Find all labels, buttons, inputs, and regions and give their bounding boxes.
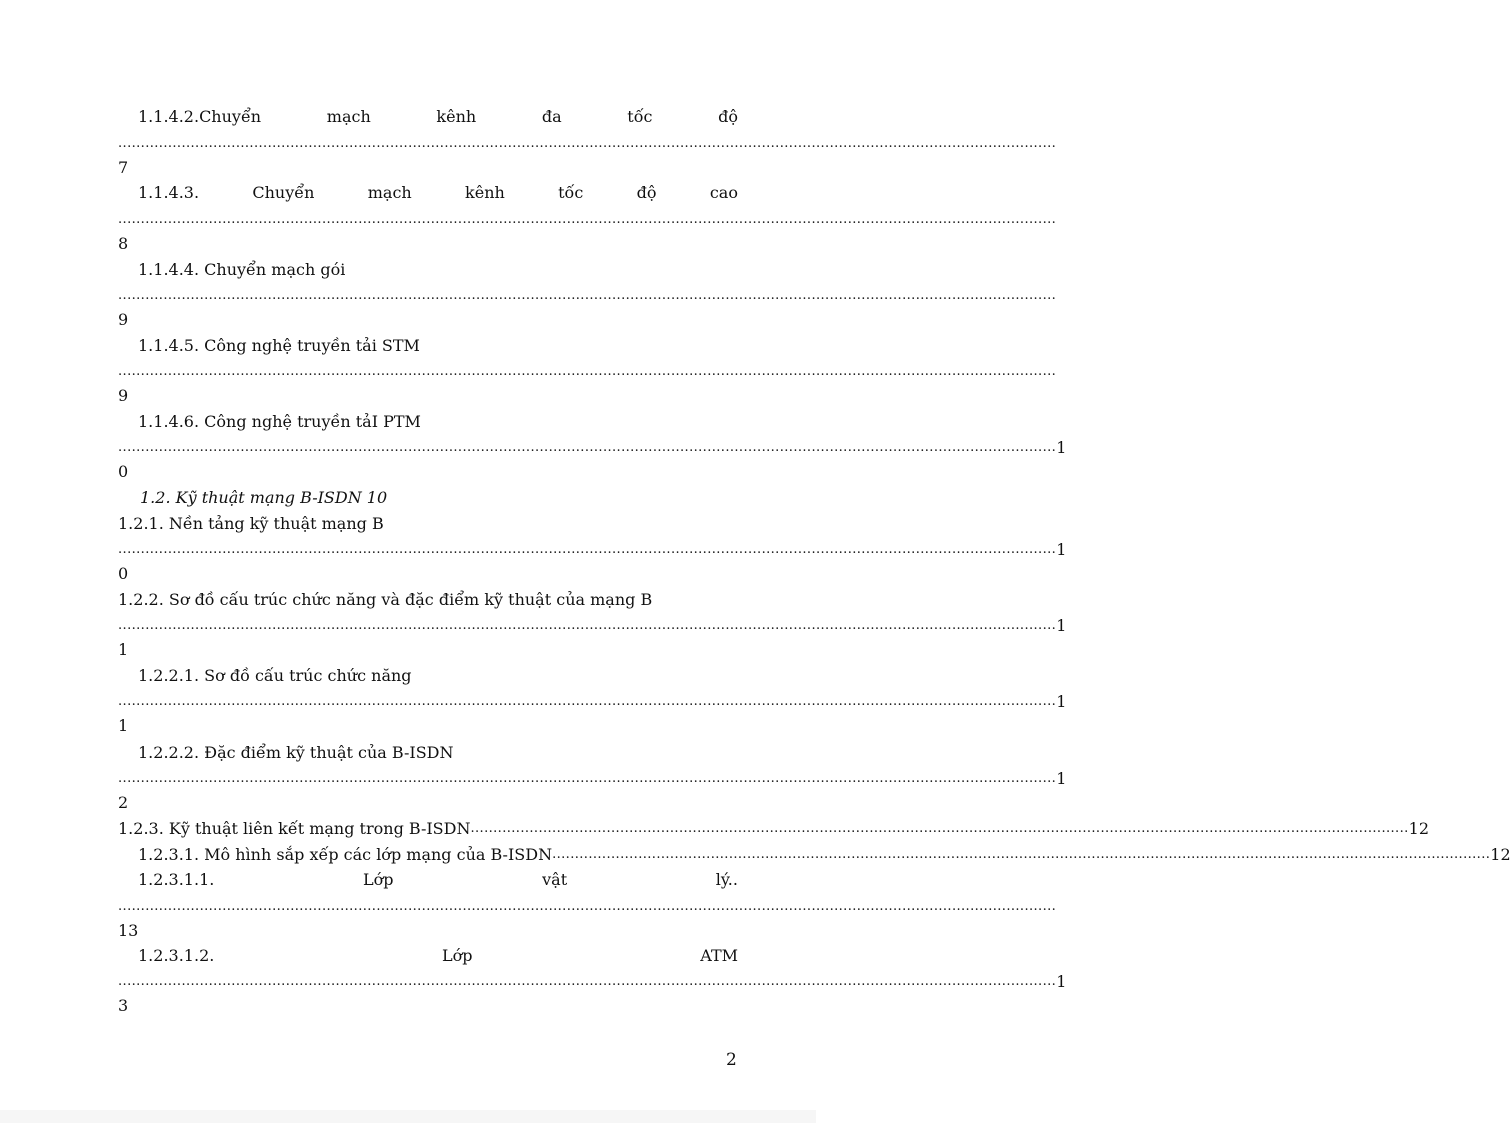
toc-entry-5-title: 1.1.4.6. Công nghệ truyền tảI PTM [138,412,421,431]
dot-leader [118,769,1067,788]
dot-leader: ............................................................................................................................................................................................................... [118,136,1057,151]
dot-fill: ............................................................................................................................................................................................................... [118,694,1057,709]
toc-word: tốc [558,183,584,202]
toc-word: vật [542,870,568,889]
toc-word: kênh [436,107,477,126]
toc-entry-7-title: 1.2.1. Nền tảng kỹ thuật mạng B [118,514,384,533]
dot-fill: ............................................................................................................................................................................................................... [118,440,1057,455]
page-prefix: 1 [1056,438,1067,457]
toc-entry-8-page: 1 [118,640,129,659]
toc-entry-11 [118,819,1430,839]
toc-entry-7-page: 0 [118,564,129,583]
toc-entry-9-page: 1 [118,716,129,735]
toc-word: tốc [627,107,653,126]
toc-entry-11-title: 1.2.3. Kỹ thuật liên kết mạng trong B-ISDN [118,819,471,838]
toc-entry-1-page: 7 [118,158,129,177]
toc-word: mạch [367,183,412,202]
toc-entry-2-page: 8 [118,234,129,253]
dot-leader: ............................................................................................................................................................................................................... [118,899,1057,914]
toc-entry-3-title: 1.1.4.4. Chuyển mạch gói [138,260,346,279]
dot-leader [118,972,1067,991]
dot-leader: ............................................................................................................................................................................................................... [118,212,1057,227]
toc-entry-2-title [138,183,738,203]
toc-entry-13-page: 13 [118,921,139,940]
toc-entry-9-title: 1.2.2.1. Sơ đồ cấu trúc chức năng [138,666,412,685]
toc-entry-5-page: 0 [118,462,129,481]
dot-leader [118,692,1067,711]
toc-word: độ [718,107,738,126]
dot-fill: ............................................................................................................................................................................................................... [118,974,1057,989]
toc-word: 1.1.4.3. [138,183,200,202]
toc-word: lý.. [715,870,738,889]
dot-fill: ............................................................................................................................................................................................................... [118,542,1057,557]
page-prefix: 1 [1056,692,1067,711]
toc-word: độ [636,183,657,202]
toc-entry-10-page: 2 [118,793,129,812]
dot-leader: ............................................................................................................................................................................................................... [552,847,1491,862]
dot-leader [118,616,1067,635]
page-footer-band [0,1110,816,1123]
toc-entry-3-page: 9 [118,310,129,329]
dot-leader: ............................................................................................................................................................................................................... [118,288,1057,303]
toc-word: 1.2.3.1.1. [138,870,215,889]
dot-leader: ............................................................................................................................................................................................................... [470,821,1409,836]
dot-fill: ............................................................................................................................................................................................................... [118,618,1057,633]
toc-entry-14-title [138,946,738,966]
page-prefix: 1 [1056,972,1067,991]
dot-fill: ............................................................................................................................................................................................................... [118,771,1057,786]
toc-word: mạch [326,107,371,126]
toc-word: Chuyển [252,183,315,202]
toc-word: Lớp [362,870,394,889]
dot-leader [118,540,1067,559]
toc-entry-11-page: 12 [1408,819,1430,838]
toc-word: Lớp [442,946,473,965]
toc-word: 1.2.3.1.2. [138,946,215,965]
toc-entry-4-page: 9 [118,386,129,405]
toc-entry-1-title [138,107,738,127]
page-prefix: 1 [1056,540,1067,559]
toc-word: 1.1.4.2.Chuyển [138,107,262,126]
toc-entry-12-page: 12 [1490,845,1511,864]
toc-word: cao [709,183,738,202]
dot-leader [118,438,1067,457]
toc-word: kênh [465,183,505,202]
toc-section-heading: 1.2. Kỹ thuật mạng B-ISDN 10 [140,488,388,507]
page-prefix: 1 [1056,769,1067,788]
toc-entry-8-title: 1.2.2. Sơ đồ cấu trúc chức năng và đặc điểm kỹ thuật của mạng B [118,590,653,609]
toc-word: đa [541,107,562,126]
toc-entry-13-title [138,870,738,890]
toc-entry-14-page: 3 [118,996,129,1015]
toc-entry-10-title: 1.2.2.2. Đặc điểm kỹ thuật của B-ISDN [138,743,454,762]
toc-entry-4-title: 1.1.4.5. Công nghệ truyền tải STM [138,336,420,355]
dot-leader: ............................................................................................................................................................................................................... [118,364,1057,379]
page-number: 2 [726,1050,737,1070]
toc-word: ATM [700,946,738,965]
toc-entry-12 [138,845,1511,865]
page-prefix: 1 [1056,616,1067,635]
toc-entry-12-title: 1.2.3.1. Mô hình sắp xếp các lớp mạng của B-ISDN [138,845,553,864]
